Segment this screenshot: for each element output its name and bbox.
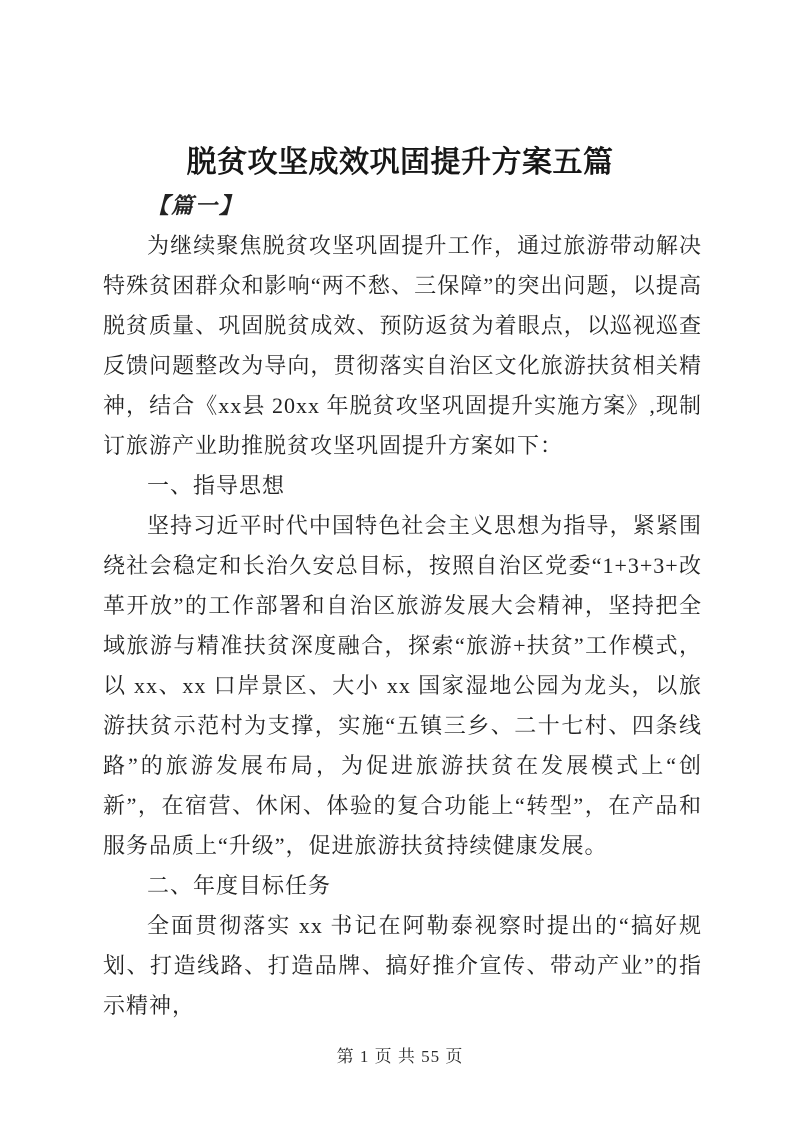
section-heading-2: 二、年度目标任务 [147, 873, 332, 898]
document-body [103, 186, 702, 1026]
doc-paragraph: 为继续聚焦脱贫攻坚巩固提升工作，通过旅游带动解决特殊贫困群众和影响“两不愁、三保障”的突出问题，以提高脱贫质量、巩固脱贫成效、预防返贫为着眼点，以巡视巡查反馈问题整改为导向，贯彻落实自治区文化旅游扶贫相关精神，结合《xx县 20xx 年脱贫攻坚巩固提升实施方案》,现制订旅游产业助推脱贫攻坚巩固提升方案如下： [103, 233, 702, 458]
doc-paragraph: 坚持习近平时代中国特色社会主义思想为指导，紧紧围绕社会稳定和长治久安总目标，按照自治区党委“1+3+3+改革开放”的工作部署和自治区旅游发展大会精神，坚持把全域旅游与精准扶贫深度融合，探索“旅游+扶贫”工作模式，以 xx、xx 口岸景区、大小 xx 国家湿地公园为龙头，以旅游扶贫示范村为支撑，实施“五镇三乡、二十七村、四条线路”的旅游发展布局，为促进旅游扶贫在发展模式上“创新”，在宿营、休闲、体验的复合功能上“转型”，在产品和服务品质上“升级”，促进旅游扶贫持续健康发展。 [103, 513, 702, 858]
section-marker: 【篇一】 [147, 193, 244, 218]
section-heading-1: 一、指导思想 [147, 473, 286, 498]
page-number-footer: 第 1 页 共 55 页 [336, 1047, 464, 1066]
document-title: 脱贫攻坚成效巩固提升方案五篇 [186, 146, 614, 179]
doc-paragraph: 全面贯彻落实 xx 书记在阿勒泰视察时提出的“搞好规划、打造线路、打造品牌、搞好推介宣传、带动产业”的指示精神， [103, 913, 702, 1018]
